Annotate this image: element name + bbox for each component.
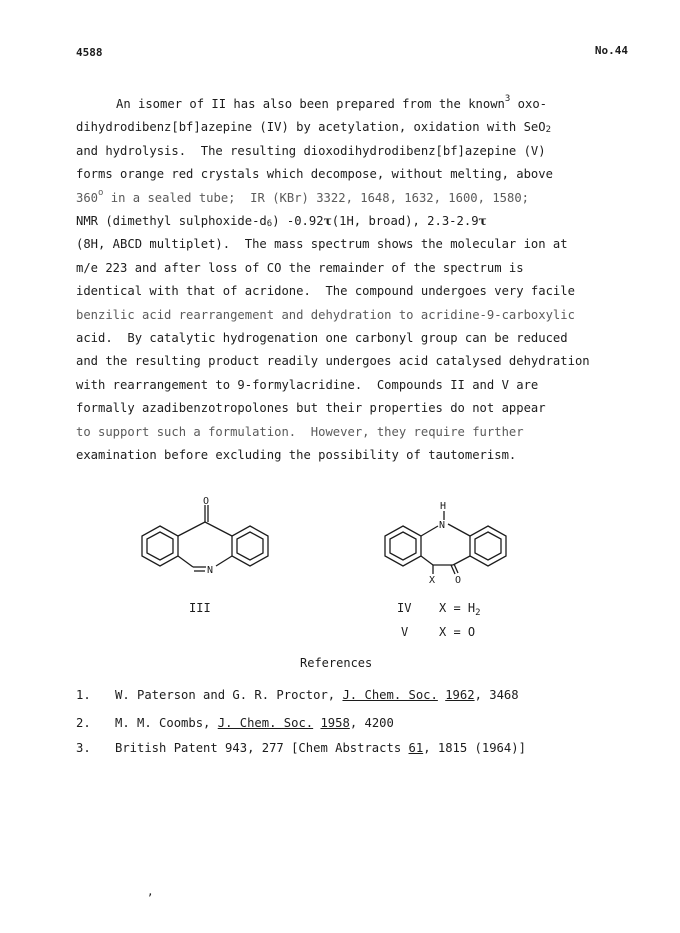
inner-ring-left	[390, 532, 416, 560]
inner-ring-right	[475, 532, 501, 560]
oxygen-atom: O	[203, 496, 210, 507]
body-paragraph	[76, 93, 616, 468]
text-line: acid. By catalytic hydrogenation one carbonyl group can be reduced	[76, 331, 568, 346]
references-heading: References	[300, 656, 373, 670]
structure-III	[135, 495, 275, 580]
text-line: to support such a formulation. However, they require further	[76, 424, 524, 439]
oxygen-atom: O	[455, 575, 462, 585]
reference-item: 2. M. M. Coombs, J. Chem. Soc. 1958, 4200	[76, 716, 394, 730]
text-line: and hydrolysis. The resulting dioxodihydrodibenz[bf]azepine (V)	[76, 143, 546, 158]
issue-number: No.44	[594, 44, 628, 57]
stray-mark: ,	[147, 885, 154, 898]
formula-IV: $X = H_2$	[439, 601, 481, 618]
text-line: benzilic acid rearrangement and dehydration to acridine-9-carboxylic	[76, 307, 575, 322]
x-substituent: X	[429, 575, 436, 585]
text-line: identical with that of acridone. The compound undergoes very facile	[76, 284, 575, 299]
page-number: 4588	[76, 46, 103, 59]
structure-IV-V	[378, 495, 513, 585]
text-line: and the resulting product readily undergoes acid catalysed dehydration	[76, 354, 590, 369]
text-line: m/e 223 and after loss of CO the remainder of the spectrum is	[76, 260, 524, 275]
inner-ring-left	[147, 532, 173, 560]
nitrogen-atom: N	[207, 565, 214, 576]
text-line: formally azadibenzotropolones but their properties do not appear	[76, 401, 546, 416]
text-line: An isomer of II has also been prepared from the known$^3$ oxo-	[116, 94, 547, 111]
inner-ring-right	[237, 532, 263, 560]
reference-item: 3. British Patent 943, 277 [Chem Abstracts 61, 1815 (1964)]	[76, 741, 526, 755]
text-line: dihydrodibenz[bf]azepine (IV) by acetylation, oxidation with SeO$_2$	[76, 120, 552, 136]
compound-label-III: III	[189, 601, 211, 615]
text-line: examination before excluding the possibility of tautomerism.	[76, 448, 517, 463]
text-line: forms orange red crystals which decompose, without melting, above	[76, 167, 553, 182]
text-line: 360$^o$ in a sealed tube; IR (KBr) 3322, 1648, 1632, 1600, 1580;	[76, 187, 530, 205]
text-line: with rearrangement to 9-formylacridine. Compounds II and V are	[76, 377, 539, 392]
hydrogen-atom: H	[440, 501, 447, 512]
compound-label-V: V	[401, 625, 409, 639]
reference-item: 1. W. Paterson and G. R. Proctor, J. Chem. Soc. 1962, 3468	[76, 688, 519, 702]
formula-V: X = O	[439, 625, 476, 639]
text-line: (8H, ABCD multiplet). The mass spectrum shows the molecular ion at	[76, 237, 568, 252]
nitrogen-atom: N	[439, 520, 446, 531]
compound-label-IV: IV	[397, 601, 412, 615]
text-line: NMR (dimethyl sulphoxide-$d_6$) -0.92τ(1H, broad), 2.3-2.9τ	[76, 214, 487, 230]
